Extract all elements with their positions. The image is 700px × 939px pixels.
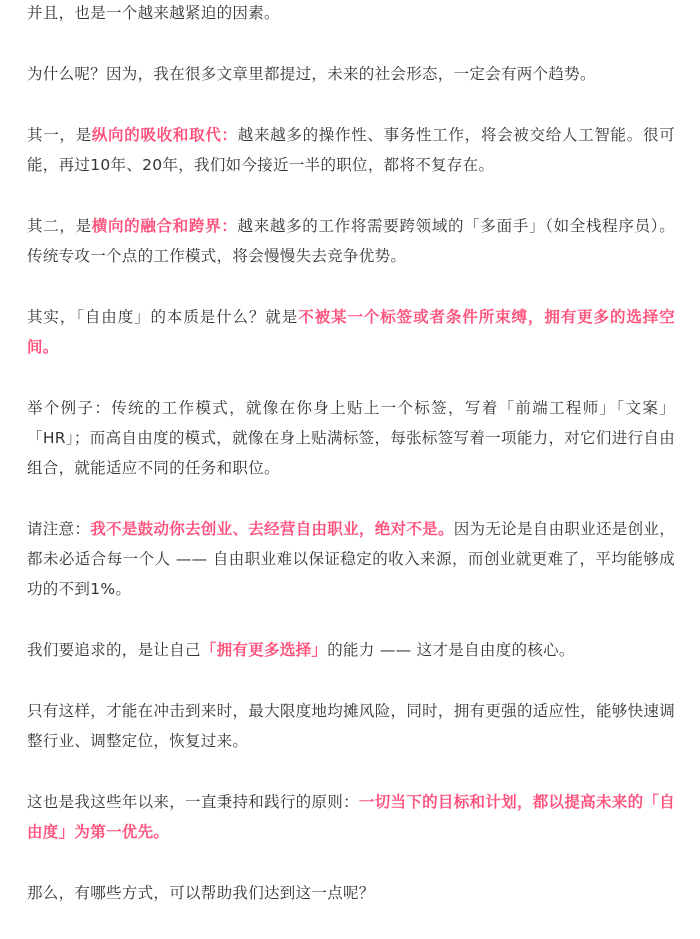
paragraph-text: 因为无论是自由职业还是创业，都未必适合每一个人 —— 自由职业难以保证稳定的收入来源，而创业就更难了，平均能够成功的不到1%。 <box>27 520 676 598</box>
article-body <box>27 0 675 939</box>
paragraph-2 <box>27 59 675 89</box>
paragraph-11 <box>27 878 675 908</box>
highlight-text: 我不是鼓动你去创业、去经营自由职业，绝对不是。 <box>90 520 454 538</box>
paragraph-text: 其一，是 <box>27 126 92 144</box>
paragraph-text: 这也是我这些年以来，一直秉持和践行的原则： <box>27 793 359 811</box>
highlight-text: 纵向的吸收和取代： <box>91 126 238 144</box>
paragraph-text: 那么，有哪些方式，可以帮助我们达到这一点呢？ <box>27 884 375 902</box>
paragraph-text: 越来越多的操作性、事务性工作，将会被交给人工智能。很可能，再过10年、20年，我们如今接近一半的职位，都将不复存在。 <box>27 126 675 174</box>
paragraph-7 <box>27 514 675 604</box>
paragraph-text: 越来越多的工作将需要跨领域的「多面手」（如全栈程序员）。传统专攻一个点的工作模式，将会慢慢失去竞争优势。 <box>27 217 676 265</box>
paragraph-text: 的能力 —— 这才是自由度的核心。 <box>327 641 575 659</box>
paragraph-text: 为什么呢？因为，我在很多文章里都提过，未来的社会形态，一定会有两个趋势。 <box>27 65 596 83</box>
paragraph-text: 请注意： <box>27 520 91 538</box>
highlight-text: 「拥有更多选择」 <box>200 641 328 659</box>
highlight-text: 一切当下的目标和计划，都以提高未来的「自由度」为第一优先。 <box>27 793 675 841</box>
paragraph-6 <box>27 393 675 483</box>
highlight-text: 横向的融合和跨界： <box>91 217 238 235</box>
paragraph-text: 只有这样，才能在冲击到来时，最大限度地均摊风险，同时，拥有更强的适应性，能够快速调整行业、调整定位，恢复过来。 <box>27 702 675 750</box>
paragraph-4 <box>27 211 675 271</box>
paragraph-text: 其二，是 <box>27 217 92 235</box>
paragraph-text: 其实，「自由度」的本质是什么？就是 <box>27 308 299 326</box>
paragraph-5 <box>27 302 675 362</box>
paragraph-text: 我们要追求的，是让自己 <box>27 641 201 659</box>
paragraph-3 <box>27 120 675 180</box>
paragraph-text: 举个例子：传统的工作模式，就像在你身上贴上一个标签，写着「前端工程师」「文案」「HR」；而高自由度的模式，就像在身上贴满标签，每张标签写着一项能力，对它们进行自由组合，就能适应不同的任务和职位。 <box>27 399 675 477</box>
paragraph-1 <box>27 0 675 28</box>
paragraph-8 <box>27 635 675 665</box>
paragraph-text: 并且，也是一个越来越紧迫的因素。 <box>27 4 280 22</box>
paragraph-9 <box>27 696 675 756</box>
highlight-text: 不被某一个标签或者条件所束缚，拥有更多的选择空间。 <box>27 308 675 356</box>
paragraph-10 <box>27 787 675 847</box>
